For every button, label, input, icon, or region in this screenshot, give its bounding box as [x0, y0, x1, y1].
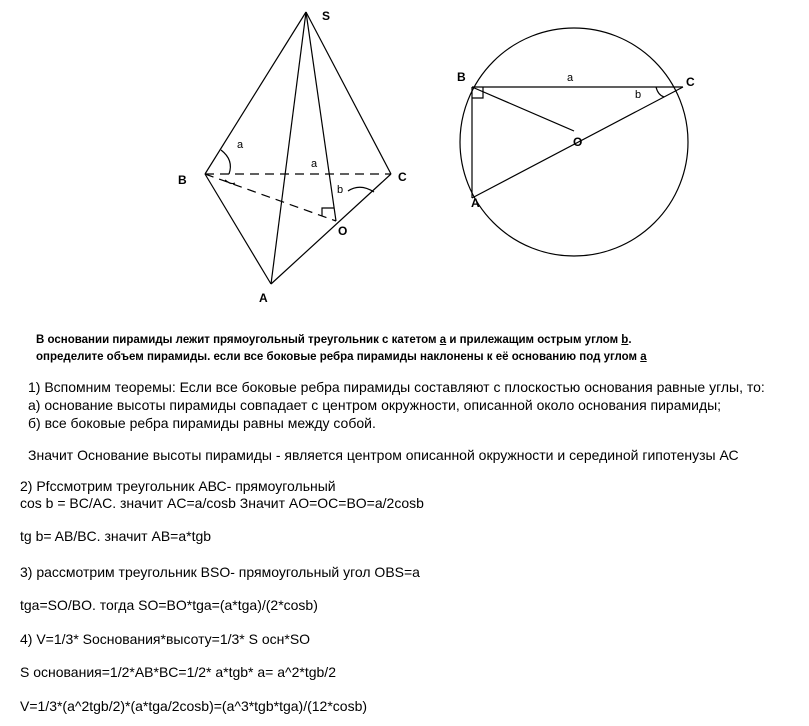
pyramid-figure: [205, 12, 391, 284]
solution-line: Значит Основание высоты пирамиды - является центром описанной окружности и серединой гипотенузы АС: [28, 447, 739, 463]
solution-line: 2) Pfссмотрим треугольник АВС- прямоугольный: [20, 478, 336, 494]
solution-line: tga=SO/BO. тогда SO=BO*tga=(a*tga)/(2*cosb): [20, 597, 318, 613]
edge-ac: [271, 174, 391, 284]
label-a-base: a: [311, 158, 318, 170]
angle-arc-c: [656, 87, 664, 97]
label-b-angle-right: b: [635, 89, 642, 101]
label-a: A: [259, 291, 268, 305]
edge-sa: [271, 12, 306, 284]
solution-line: б) все боковые ребра пирамиды равны между собой.: [28, 415, 376, 431]
circle-labels: [457, 70, 695, 210]
solution-line: tg b= AB/BC. значит AB=a*tgb: [20, 528, 212, 544]
pyramid-labels: [178, 9, 407, 305]
label-a-side: a: [567, 72, 574, 84]
label-b-angle: b: [337, 184, 344, 196]
label-a-slant: a: [237, 139, 244, 151]
solution-line: а) основание высоты пирамиды совпадает с центром окружности, описанной около основания пирамиды;: [28, 397, 722, 413]
label-c-right: C: [686, 75, 695, 89]
edge-ba: [205, 174, 271, 284]
label-c: C: [398, 170, 407, 184]
radius-bo: [472, 87, 574, 131]
solution-line: S основания=1/2*AB*BC=1/2* a*tgb* a= a^2*tgb/2: [20, 664, 336, 680]
angle-arc-b: [348, 187, 374, 192]
label-o: O: [338, 224, 348, 238]
angle-arc-small: [225, 180, 235, 184]
edge-so-height: [306, 12, 336, 221]
edge-sb: [205, 12, 306, 174]
label-o-right: O: [573, 135, 583, 149]
problem-text: .: [628, 334, 632, 346]
label-s: S: [322, 9, 331, 23]
edge-sc: [306, 12, 391, 174]
label-a-right: A: [471, 196, 480, 210]
problem-var-b: b: [621, 334, 629, 346]
problem-line-1: [36, 334, 632, 346]
label-b-right: B: [457, 70, 466, 84]
problem-text: определите объем пирамиды. если все боковые ребра пирамиды наклонены к её основанию под углом: [36, 351, 641, 363]
solution-line: 1) Вспомним теоремы: Если все боковые ребра пирамиды составляют с плоскостью основания равные углы, то:: [28, 379, 765, 395]
segment-bo-dashed: [205, 174, 336, 221]
problem-line-2: [36, 351, 647, 363]
problem-var-a: a: [640, 351, 647, 363]
label-b: B: [178, 173, 187, 187]
angle-arc-a: [221, 150, 230, 174]
right-angle-mark: [322, 208, 334, 216]
solution-line: 4) V=1/3* Sоснования*высоту=1/3* S осн*SO: [20, 631, 311, 647]
solution-line: 3) рассмотрим треугольник BSO- прямоугольный угол OBS=a: [20, 564, 420, 580]
geometry-figures: [0, 0, 809, 340]
problem-text: и прилежащим острым углом: [446, 334, 622, 346]
problem-text: В основании пирамиды лежит прямоугольный треугольник с катетом: [36, 334, 440, 346]
solution-line: cos b = BC/AC. значит AC=a/cosb Значит AO=OC=BO=a/2cosb: [20, 495, 424, 511]
solution-line: V=1/3*(a^2tgb/2)*(a*tga/2cosb)=(a^3*tgb*tga)/(12*cosb): [20, 698, 368, 714]
problem-var-a: a: [439, 334, 447, 346]
